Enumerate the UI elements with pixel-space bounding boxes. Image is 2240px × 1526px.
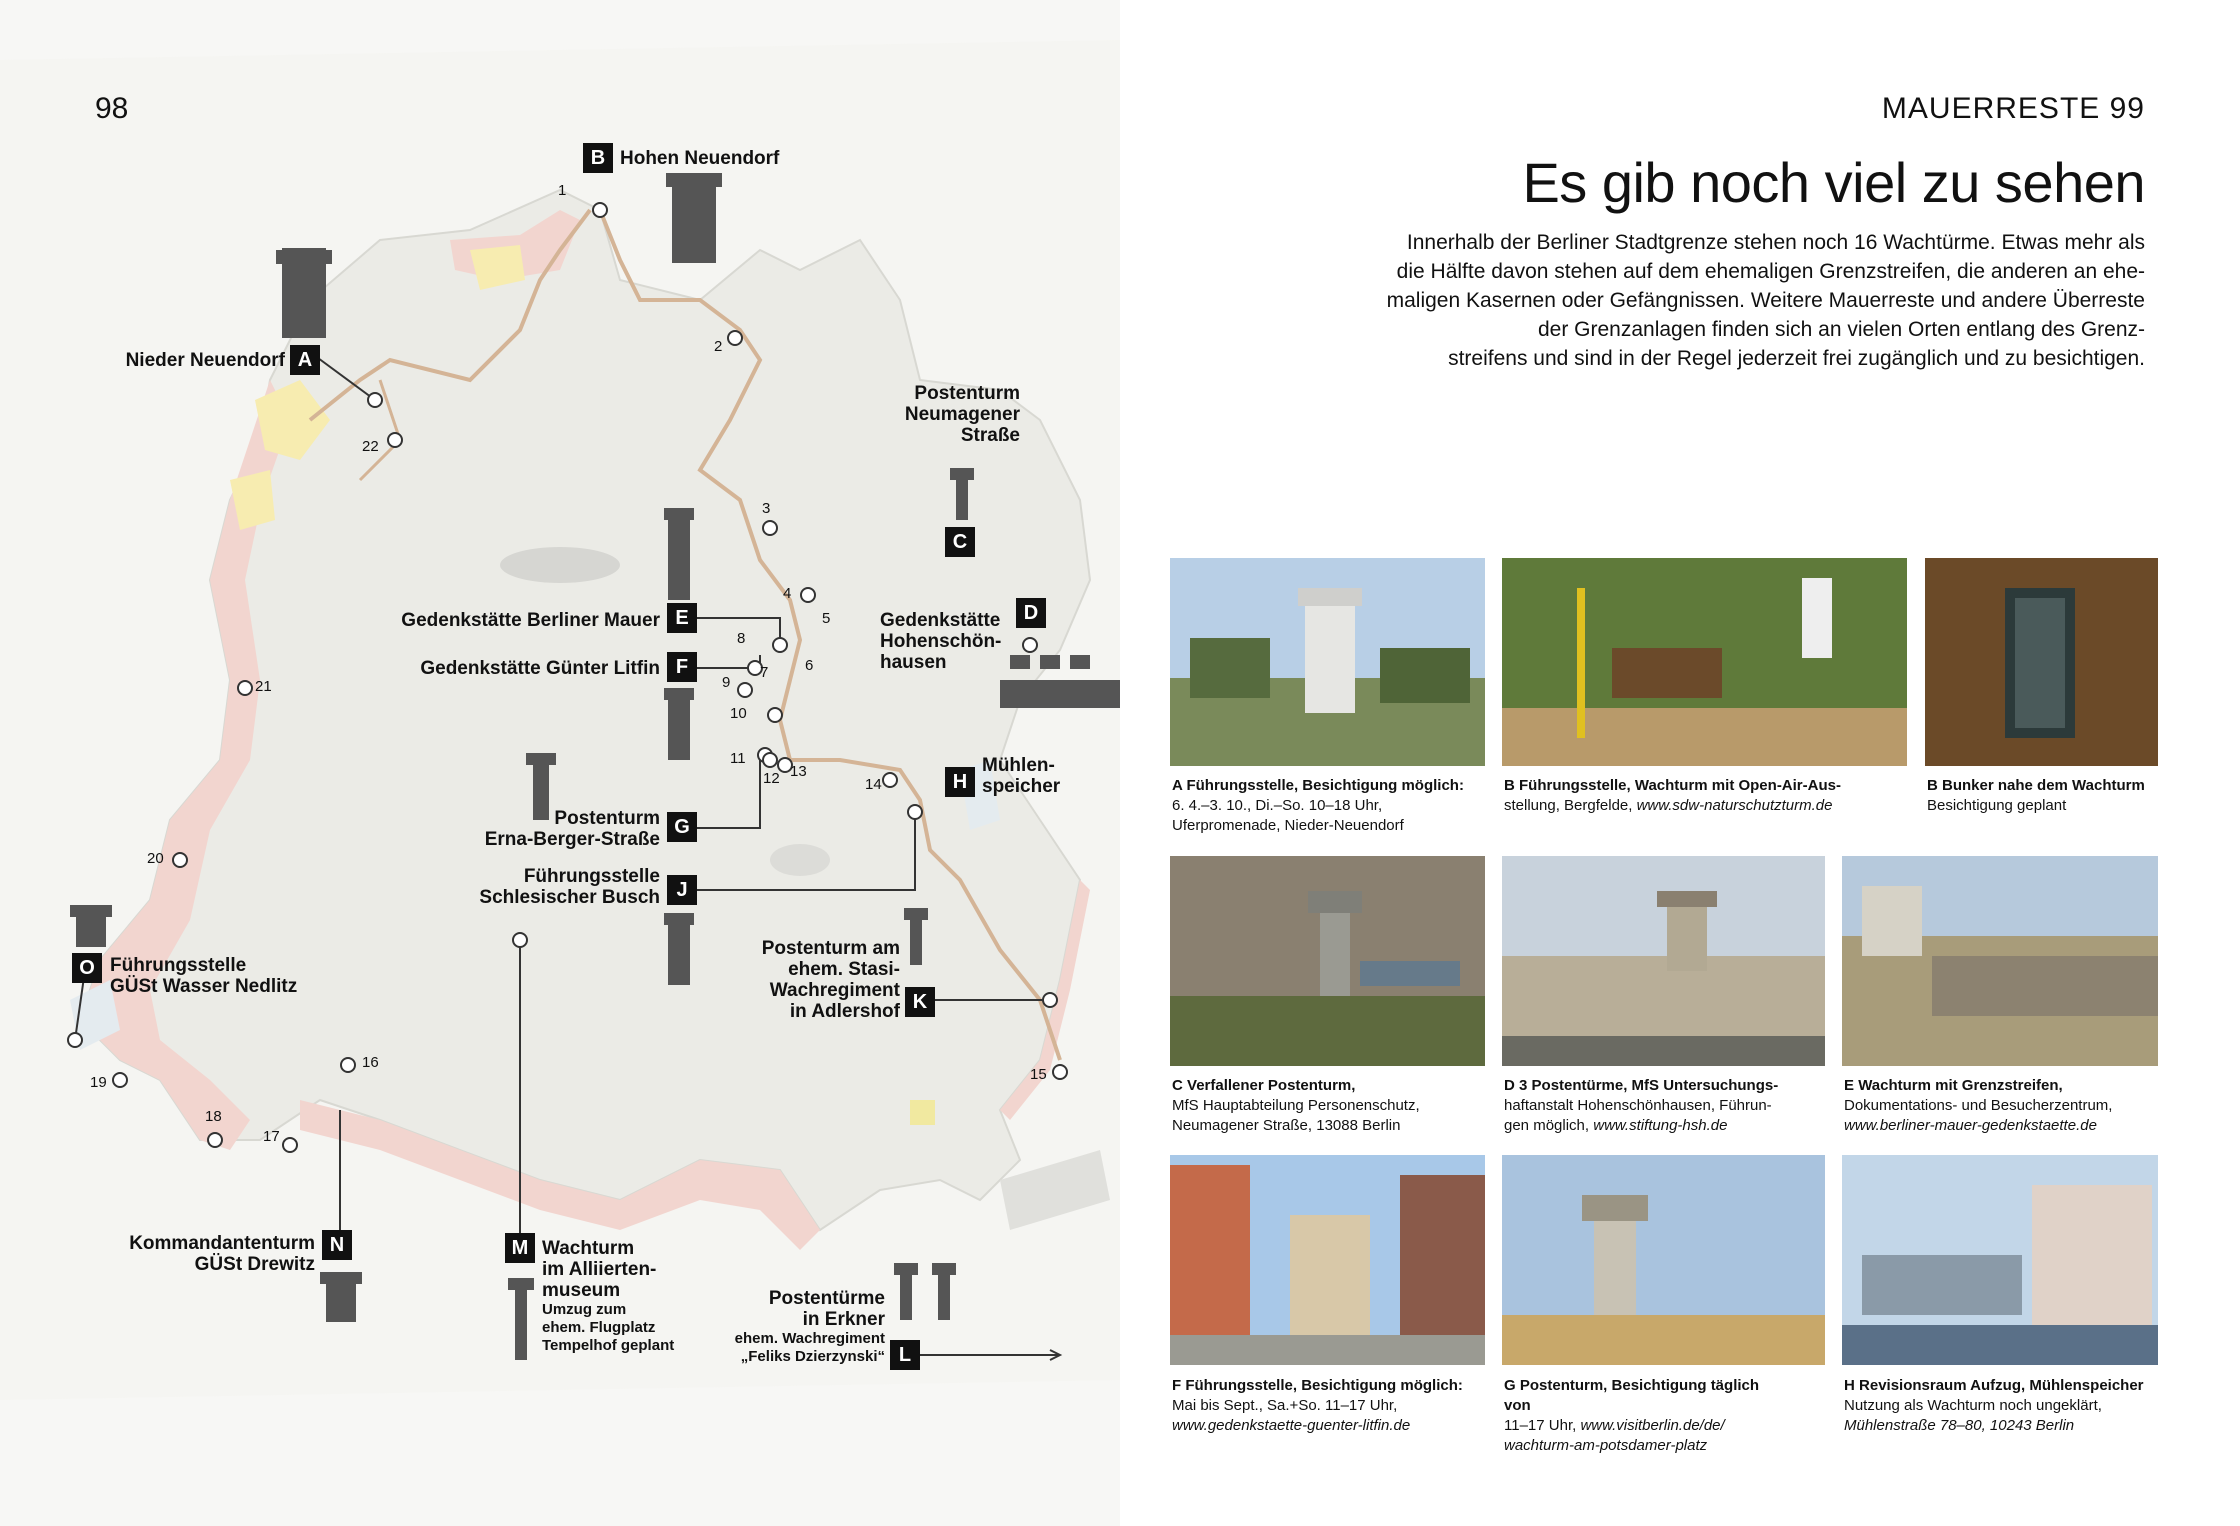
caption-b [1504,776,1909,816]
photo-c-tower [1170,856,1485,1066]
caption-letter: B [1504,777,1515,794]
photo-g-tower [1502,1155,1825,1365]
label-n-line1: Kommandantenturm [129,1233,315,1254]
caption-letter: C [1172,1077,1183,1094]
intro-line: maligen Kasernen oder Gefängnissen. Weitere Mauerreste und andere Überreste [1386,289,2145,312]
badge-l[interactable]: L [890,1340,920,1370]
caption-link[interactable]: www.visitberlin.de/de/ wachturm-am-potsdamer-platz [1504,1417,1725,1454]
station-number: 16 [362,1054,379,1071]
label-m-line3: museum [542,1280,621,1301]
caption-letter: F [1172,1377,1182,1394]
station-number: 18 [205,1108,222,1125]
label-j-line1: Führungsstelle [523,866,660,887]
caption-h [1844,1376,2160,1436]
caption-line: Dokumentations- und Besucherzentrum, [1844,1097,2113,1114]
label-j-line2: Schlesischer Busch [479,887,660,908]
caption-letter: D [1504,1077,1515,1094]
label-o [110,955,297,997]
label-c [880,383,1020,446]
page-number-left: 98 [95,92,129,125]
caption-line: Uferpromenade, Nieder-Neuendorf [1172,817,1404,834]
badge-k[interactable]: K [905,987,935,1017]
photo-e-border-strip [1842,856,2158,1066]
intro-text [1285,228,2145,373]
station-number: 5 [822,610,831,627]
label-m-line6: Tempelhof geplant [542,1337,675,1354]
caption-bold: Führungsstelle, Wachturm mit Open-Air-Aus- [1519,777,1841,794]
intro-line: streifens und sind in der Regel jederzeit frei zugänglich und zu besichtigen. [1448,347,2145,370]
label-l-line4: „Feliks Dzierzynski“ [740,1348,885,1365]
label-g-line1: Postenturm [554,808,660,829]
station-number: 6 [805,657,814,674]
label-m-line2: im Alliierten- [542,1259,657,1280]
label-c-line3: Straße [960,425,1020,446]
station-number: 9 [722,674,731,691]
label-o-line1: Führungsstelle [110,955,247,976]
caption-bold: Wachturm mit Grenzstreifen, [1858,1077,2063,1094]
badge-d[interactable]: D [1016,598,1046,628]
station-number: 10 [730,705,747,722]
photo-b-bunker [1925,558,2158,766]
caption-letter: B [1927,777,1938,794]
station-number: 22 [362,438,379,455]
label-m-line4: Umzug zum [542,1301,627,1318]
label-d [880,610,1001,673]
station-number: 13 [790,763,807,780]
photo-d-prison [1502,856,1825,1066]
photo-a-tower [1170,558,1485,766]
caption-bold: Postenturm, Besichtigung täglich von [1504,1377,1760,1414]
caption-e [1844,1076,2160,1136]
running-header: MAUERRESTE 99 [1881,92,2145,125]
station-number: 2 [714,338,723,355]
badge-j[interactable]: J [667,875,697,905]
label-h-line1: Mühlen- [982,755,1055,776]
station-number: 15 [1030,1066,1047,1083]
badge-g[interactable]: G [667,812,697,842]
station-number: 8 [737,630,746,647]
caption-line: MfS Hauptabteilung Personenschutz, [1172,1097,1420,1114]
label-h-line2: speicher [982,776,1061,797]
station-number: 14 [865,776,882,793]
label-l-line2: in Erkner [802,1309,885,1330]
caption-link[interactable]: www.berliner-mauer-gedenkstaette.de [1844,1117,2097,1134]
caption-bold: Verfallener Postenturm, [1187,1077,1356,1094]
photo-h-river [1842,1155,2158,1365]
intro-line: die Hälfte davon stehen auf dem ehemaligen Grenzstreifen, die anderen an ehe- [1396,260,2145,283]
caption-letter: A [1172,777,1183,794]
badge-c[interactable]: C [945,527,975,557]
caption-f [1172,1376,1487,1436]
label-l [700,1288,885,1366]
caption-b2 [1927,776,2160,816]
caption-line: haftanstalt Hohenschönhausen, Führun- [1504,1097,1772,1114]
label-l-line3: ehem. Wachregiment [734,1330,885,1347]
caption-link[interactable]: www.stiftung-hsh.de [1593,1117,1728,1134]
caption-line: 11–17 Uhr, [1504,1417,1577,1434]
intro-line: Innerhalb der Berliner Stadtgrenze stehen noch 16 Wachtürme. Etwas mehr als [1406,231,2145,254]
badge-m[interactable]: M [505,1233,535,1263]
station-number: 21 [255,678,272,695]
label-d-line3: hausen [880,652,947,673]
caption-line: gen möglich, [1504,1117,1590,1134]
caption-letter: H [1844,1377,1855,1394]
caption-link[interactable]: www.gedenkstaette-guenter-litfin.de [1172,1417,1411,1434]
label-g-line2: Erna-Berger-Straße [484,829,660,850]
label-k-line4: in Adlershof [789,1001,900,1022]
label-h [982,755,1060,797]
page-title: Es gib noch viel zu sehen [1522,151,2145,214]
label-b: Hohen Neuendorf [620,148,780,169]
label-m [542,1238,674,1355]
badge-a[interactable]: A [290,345,320,375]
station-number: 17 [263,1128,280,1145]
photo-b-exhibit [1502,558,1907,766]
caption-line: Neumagener Straße, 13088 Berlin [1172,1117,1401,1134]
label-c-line1: Postenturm [914,383,1020,404]
caption-line: Nutzung als Wachturm noch ungeklärt, [1844,1397,2102,1414]
caption-d [1504,1076,1827,1136]
caption-letter: E [1844,1077,1855,1094]
station-number: 19 [90,1074,107,1091]
caption-line: stellung, Bergfelde, [1504,797,1633,814]
label-l-line1: Postentürme [768,1288,885,1309]
photo-f-building [1170,1155,1485,1365]
station-number: 7 [760,664,769,681]
badge-f[interactable]: F [667,652,697,682]
caption-line: Besichtigung geplant [1927,797,2067,814]
caption-link[interactable]: www.sdw-naturschutzturm.de [1636,797,1833,814]
badge-b[interactable]: B [583,143,613,173]
caption-c [1172,1076,1487,1136]
caption-bold: Revisionsraum Aufzug, Mühlenspeicher [1859,1377,2144,1394]
label-n-line2: GÜSt Drewitz [194,1254,315,1275]
badge-n[interactable]: N [322,1230,352,1260]
label-o-line2: GÜSt Wasser Nedlitz [110,976,298,997]
label-k [720,938,900,1022]
station-number: 12 [763,770,780,787]
label-k-line3: Wachregiment [769,980,900,1001]
badge-h[interactable]: H [945,767,975,797]
caption-bold: Führungsstelle, Besichtigung möglich: [1185,1377,1463,1394]
station-number: 11 [730,750,746,767]
caption-bold: 3 Postentürme, MfS Untersuchungs- [1519,1077,1779,1094]
badge-e[interactable]: E [667,603,697,633]
right-page [1120,0,2240,1526]
caption-bold: Führungsstelle, Besichtigung möglich: [1186,777,1464,794]
station-number: 3 [762,500,771,517]
label-k-line1: Postenturm am [761,938,900,959]
label-g [460,808,660,850]
label-m-line1: Wachturm [542,1238,635,1259]
label-e: Gedenkstätte Berliner Mauer [401,610,660,631]
caption-line: Mai bis Sept., Sa.+So. 11–17 Uhr, [1172,1397,1398,1414]
label-f: Gedenkstätte Günter Litfin [420,658,660,679]
caption-g [1504,1376,1764,1456]
caption-a [1172,776,1487,836]
label-m-line5: ehem. Flugplatz [542,1319,656,1336]
caption-bold: Bunker nahe dem Wachturm [1942,777,2145,794]
label-n [120,1233,315,1275]
label-k-line2: ehem. Stasi- [788,959,900,980]
caption-letter: G [1504,1377,1516,1394]
label-a: Nieder Neuendorf [125,350,285,371]
label-d-line1: Gedenkstätte [880,610,1001,631]
station-number: 1 [558,182,567,199]
caption-line: 6. 4.–3. 10., Di.–So. 10–18 Uhr, [1172,797,1383,814]
station-number: 20 [147,850,164,867]
badge-o[interactable]: O [72,953,102,983]
station-number: 4 [783,585,792,602]
label-c-line2: Neumagener [904,404,1020,425]
intro-line: der Grenzanlagen finden sich an vielen Orten entlang des Grenz- [1537,318,2145,341]
label-d-line2: Hohenschön- [880,631,1002,652]
caption-link[interactable]: Mühlenstraße 78–80, 10243 Berlin [1844,1417,2075,1434]
label-j [460,866,660,908]
